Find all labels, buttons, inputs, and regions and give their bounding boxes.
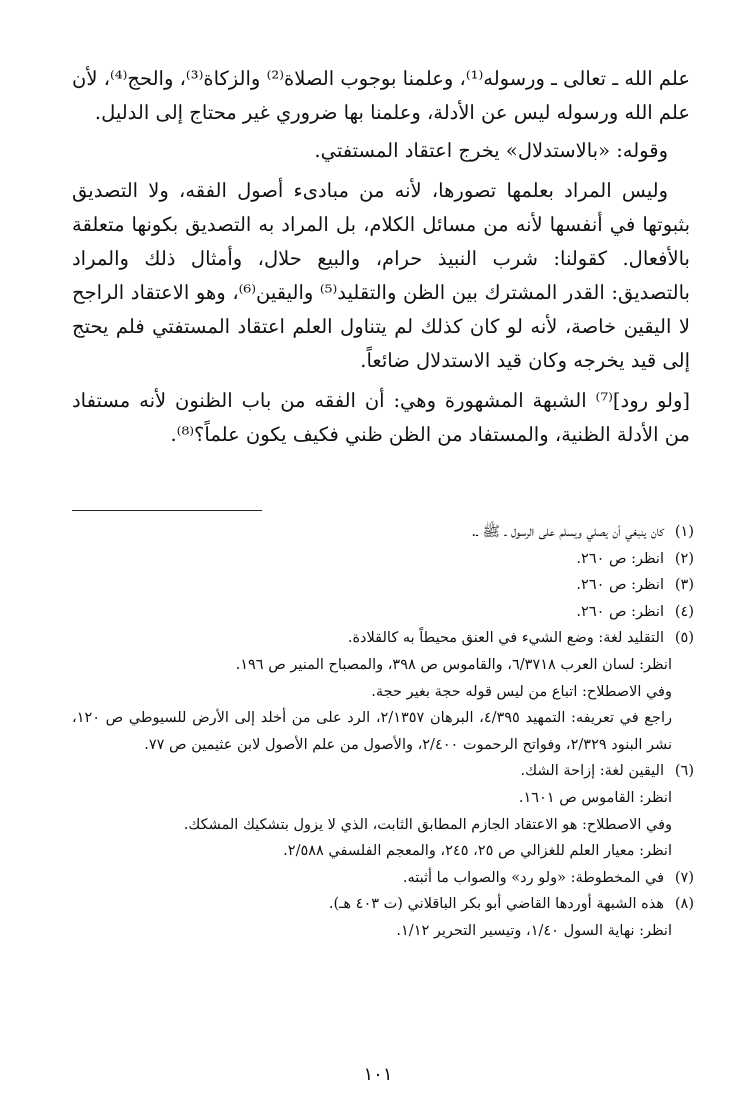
main-text — [72, 62, 690, 452]
footnote-subline: انظر: القاموس ص ١٦٠١. — [518, 789, 672, 806]
footnote-text: انظر: ص ٢٦٠. — [576, 603, 664, 620]
footnote — [72, 625, 694, 652]
footnote-number: (٤) — [674, 603, 694, 620]
footnote — [72, 572, 694, 599]
footnote — [72, 758, 694, 785]
footnote — [72, 865, 694, 892]
footnote-number: (٨) — [674, 896, 694, 913]
footnote-subline: انظر: معيار العلم للغزالي ص ٢٥، ٢٤٥، والمعجم الفلسفي ٢/٥٨٨. — [283, 843, 672, 860]
footnote-separator — [72, 510, 262, 511]
footnote — [72, 519, 694, 546]
footnote-subline: راجع في تعريفه: التمهيد ٤/٣٩٥، البرهان ٢/١٣٥٧، الرد على من أخلد إلى الأرض للسيوطي ص ١٢٠، نشر البنود ٢/٣٢٩، وفواتح الرحموت ٢/٤٠٠، والأصول من علم الأصول لابن عثيمين ص ٧٧. — [72, 710, 673, 753]
footnote-number: (٥) — [674, 630, 694, 647]
footnote-text: اليقين لغة: إزاحة الشك. — [520, 763, 664, 780]
footnote-subline: وفي الاصطلاح: اتباع من ليس قوله حجة بغير حجة. — [371, 683, 672, 700]
footnote-number: (٣) — [674, 577, 694, 594]
footnote-subline: وفي الاصطلاح: هو الاعتقاد الجازم المطابق الثابت، الذي لا يزول بتشكيك المشكك. — [183, 816, 672, 833]
paragraph-1: علم الله ـ تعالى ـ ورسوله⁽¹⁾، وعلمنا بوجوب الصلاة⁽²⁾ والزكاة⁽³⁾، والحج⁽⁴⁾، لأن علم الله ورسوله ليس عن الأدلة، وعلمنا بها ضروري غير محتاج إلى الدليل. — [72, 67, 690, 124]
footnote — [72, 891, 694, 918]
footnote-text: هذه الشبهة أوردها القاضي أبو بكر الباقلاني (ت ٤٠٣ هـ). — [328, 896, 664, 913]
page-number: ١٠١ — [363, 1064, 393, 1085]
paragraph-4: [ولو رود]⁽⁷⁾ الشبهة المشهورة وهي: أن الفقه من باب الظنون لأنه مستفاد من الأدلة الظنية، والمستفاد من الظن ظني فكيف يكون علماً؟⁽⁸⁾. — [72, 389, 690, 446]
footnote-text: في المخطوطة: «ولو رد» والصواب ما أثبته. — [402, 869, 664, 886]
footnote — [72, 599, 694, 626]
footnote-text: انظر: ص ٢٦٠. — [576, 550, 664, 567]
footnote-number: (٢) — [674, 550, 694, 567]
footnote-number: (٧) — [674, 869, 694, 886]
footnote — [72, 546, 694, 573]
footnote-subline: انظر: لسان العرب ٦/٣٧١٨، والقاموس ص ٣٩٨، والمصباح المنير ص ١٩٦. — [235, 656, 672, 673]
footnote-text: انظر: ص ٢٦٠. — [576, 577, 664, 594]
paragraph-3: وليس المراد بعلمها تصورها، لأنه من مبادىء أصول الفقه، ولا التصديق بثبوتها في أنفسها لأنه من مسائل الكلام، بل المراد به التصديق بكونها متعلقة بالأفعال. كقولنا: شرب النبيذ حرام، والبيع حلال، وأمثال ذلك والمراد بالتصديق: القدر المشترك بين الظن والتقليد⁽⁵⁾ واليقين⁽⁶⁾، وهو الاعتقاد الراجح لا اليقين خاصة، لأنه لو كان كذلك لم يتناول العلم اعتقاد المستفتي فلم يحتج إلى قيد يخرجه وكان قيد الاستدلال ضائعاً. — [72, 179, 690, 372]
footnote-text: التقليد لغة: وضع الشيء في العنق محيطاً به كالقلادة. — [347, 630, 664, 647]
footnote-subline: انظر: نهاية السول ١/٤٠، وتيسير التحرير ١/١٢. — [396, 922, 672, 939]
footnote-number: (٦) — [674, 763, 694, 780]
footnote-text: كان ينبغي أن يصلي ويسلم على الرسول ـ ﷺ ـ. — [471, 524, 664, 540]
paragraph-2: وقوله: «بالاستدلال» يخرج اعتقاد المستفتي. — [314, 139, 668, 162]
footnote-number: (١) — [674, 524, 694, 540]
footnotes — [72, 519, 694, 945]
